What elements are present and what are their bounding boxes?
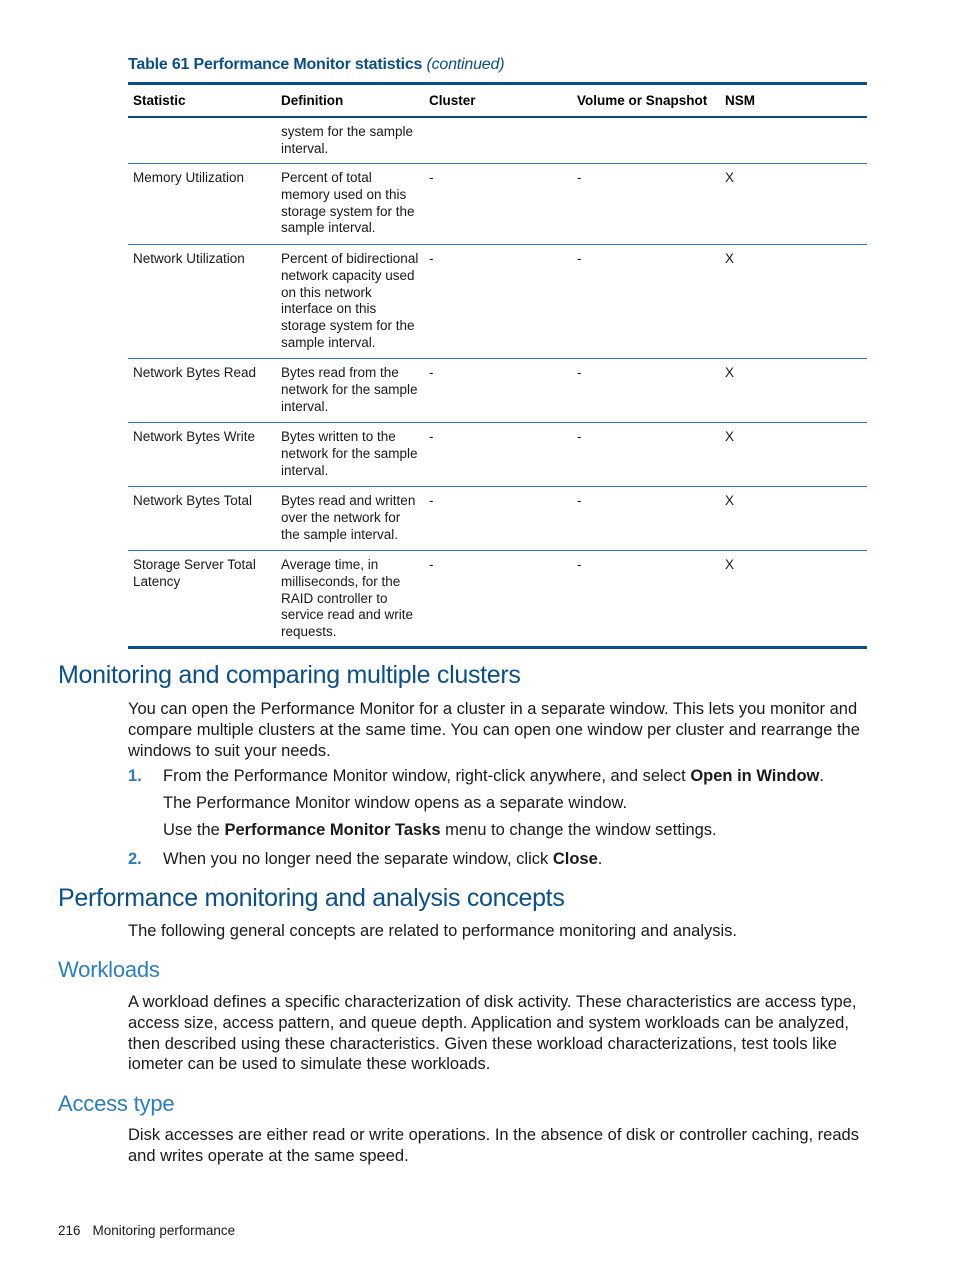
cell-cluster: -	[429, 557, 434, 572]
cell-statistic: Memory Utilization	[133, 170, 245, 185]
cell-definition: Bytes read from the network for the sample interval.	[281, 365, 418, 414]
cell-nsm: X	[725, 251, 735, 266]
cell-nsm: X	[725, 493, 735, 508]
step-text-post: .	[819, 767, 824, 785]
cell-statistic: Network Utilization	[133, 251, 245, 266]
table-caption-main: Table 61 Performance Monitor statistics	[128, 56, 423, 73]
cell-statistic	[128, 118, 276, 163]
cell-definition: system for the sample interval.	[281, 124, 414, 156]
cell-definition: Bytes read and written over the network for the sample interval.	[281, 493, 416, 542]
cell-volume: -	[577, 493, 582, 508]
table-header-row	[128, 85, 867, 118]
cell-definition: Percent of bidirectional network capacity used on this network interface on this storage system for the sample interval.	[281, 251, 419, 350]
cell-nsm	[720, 118, 867, 163]
cell-definition: Average time, in milliseconds, for the RAID controller to service read and write requests.	[281, 557, 414, 640]
table-row	[128, 245, 867, 359]
step-number: 2.	[128, 850, 142, 868]
cell-volume: -	[577, 365, 582, 380]
table-row	[128, 164, 867, 245]
cell-statistic: Network Bytes Total	[133, 493, 253, 508]
section-heading-multiple-clusters: Monitoring and comparing multiple clusters	[58, 661, 521, 689]
cell-volume: -	[577, 557, 582, 572]
header-volume-or-snapshot: Volume or Snapshot	[577, 93, 708, 108]
cell-volume: -	[577, 170, 582, 185]
header-nsm: NSM	[725, 93, 755, 108]
page-footer	[58, 1223, 235, 1238]
section-heading-analysis-concepts: Performance monitoring and analysis concepts	[58, 884, 565, 912]
cell-cluster: -	[429, 170, 434, 185]
page-number: 216	[58, 1223, 81, 1238]
step-note: The Performance Monitor window opens as a separate window.	[163, 794, 628, 812]
footer-section-title: Monitoring performance	[92, 1223, 236, 1238]
cell-cluster: -	[429, 429, 434, 444]
cell-cluster: -	[429, 493, 434, 508]
cell-statistic: Network Bytes Write	[133, 429, 256, 444]
step-note	[163, 820, 717, 841]
table-row	[128, 551, 867, 646]
cell-cluster: -	[429, 251, 434, 266]
cell-nsm: X	[725, 557, 735, 572]
step-note-post: menu to change the window settings.	[440, 821, 717, 839]
subsection-body-workloads: A workload defines a specific characterization of disk activity. These characteristics are access type, access size, access pattern, and queue depth. Application and system workloads can be analyzed, then described using these characteristics. Given these workload characterizations, test tools like iometer can be used to simulate these workloads.	[128, 993, 857, 1074]
step-text-pre: When you no longer need the separate window, click	[163, 850, 553, 868]
table-caption	[128, 56, 504, 74]
ui-term-open-in-window: Open in Window	[690, 767, 820, 785]
ui-term-close: Close	[552, 850, 598, 868]
ui-term-performance-monitor-tasks: Performance Monitor Tasks	[224, 821, 441, 839]
cell-statistic: Network Bytes Read	[133, 365, 257, 380]
step-text	[163, 849, 602, 870]
cell-cluster: -	[429, 365, 434, 380]
step-text	[163, 766, 824, 787]
cell-nsm: X	[725, 365, 735, 380]
table-row	[128, 487, 867, 551]
step-number: 1.	[128, 767, 142, 785]
cell-definition: Percent of total memory used on this storage system for the sample interval.	[281, 170, 415, 236]
section-intro-analysis-concepts: The following general concepts are related to performance monitoring and analysis.	[128, 922, 738, 940]
subsection-heading-workloads: Workloads	[58, 957, 160, 982]
cell-nsm: X	[725, 170, 735, 185]
subsection-heading-access-type: Access type	[58, 1091, 175, 1116]
header-definition: Definition	[281, 93, 344, 108]
header-cluster: Cluster	[429, 93, 476, 108]
table-caption-continued: (continued)	[426, 56, 505, 73]
cell-volume	[572, 118, 720, 163]
step-note-pre: Use the	[163, 821, 225, 839]
cell-cluster	[424, 118, 572, 163]
table-row	[128, 423, 867, 487]
cell-definition: Bytes written to the network for the sample interval.	[281, 429, 418, 478]
cell-nsm: X	[725, 429, 735, 444]
statistics-table	[128, 82, 867, 649]
table-row	[128, 359, 867, 423]
cell-volume: -	[577, 251, 582, 266]
table-row	[128, 118, 867, 164]
cell-statistic: Storage Server Total Latency	[133, 557, 256, 589]
cell-volume: -	[577, 429, 582, 444]
step-text-post: .	[597, 850, 603, 868]
step-text-pre: From the Performance Monitor window, right-click anywhere, and select	[163, 767, 691, 785]
subsection-body-access-type: Disk accesses are either read or write operations. In the absence of disk or controller caching, reads and writes operate at the same speed.	[128, 1126, 859, 1165]
header-statistic: Statistic	[133, 93, 186, 108]
section-intro-multiple-clusters: You can open the Performance Monitor for a cluster in a separate window. This lets you monitor and compare multiple clusters at the same time. You can open one window per cluster and rearrange the windows to suit your needs.	[128, 700, 860, 760]
